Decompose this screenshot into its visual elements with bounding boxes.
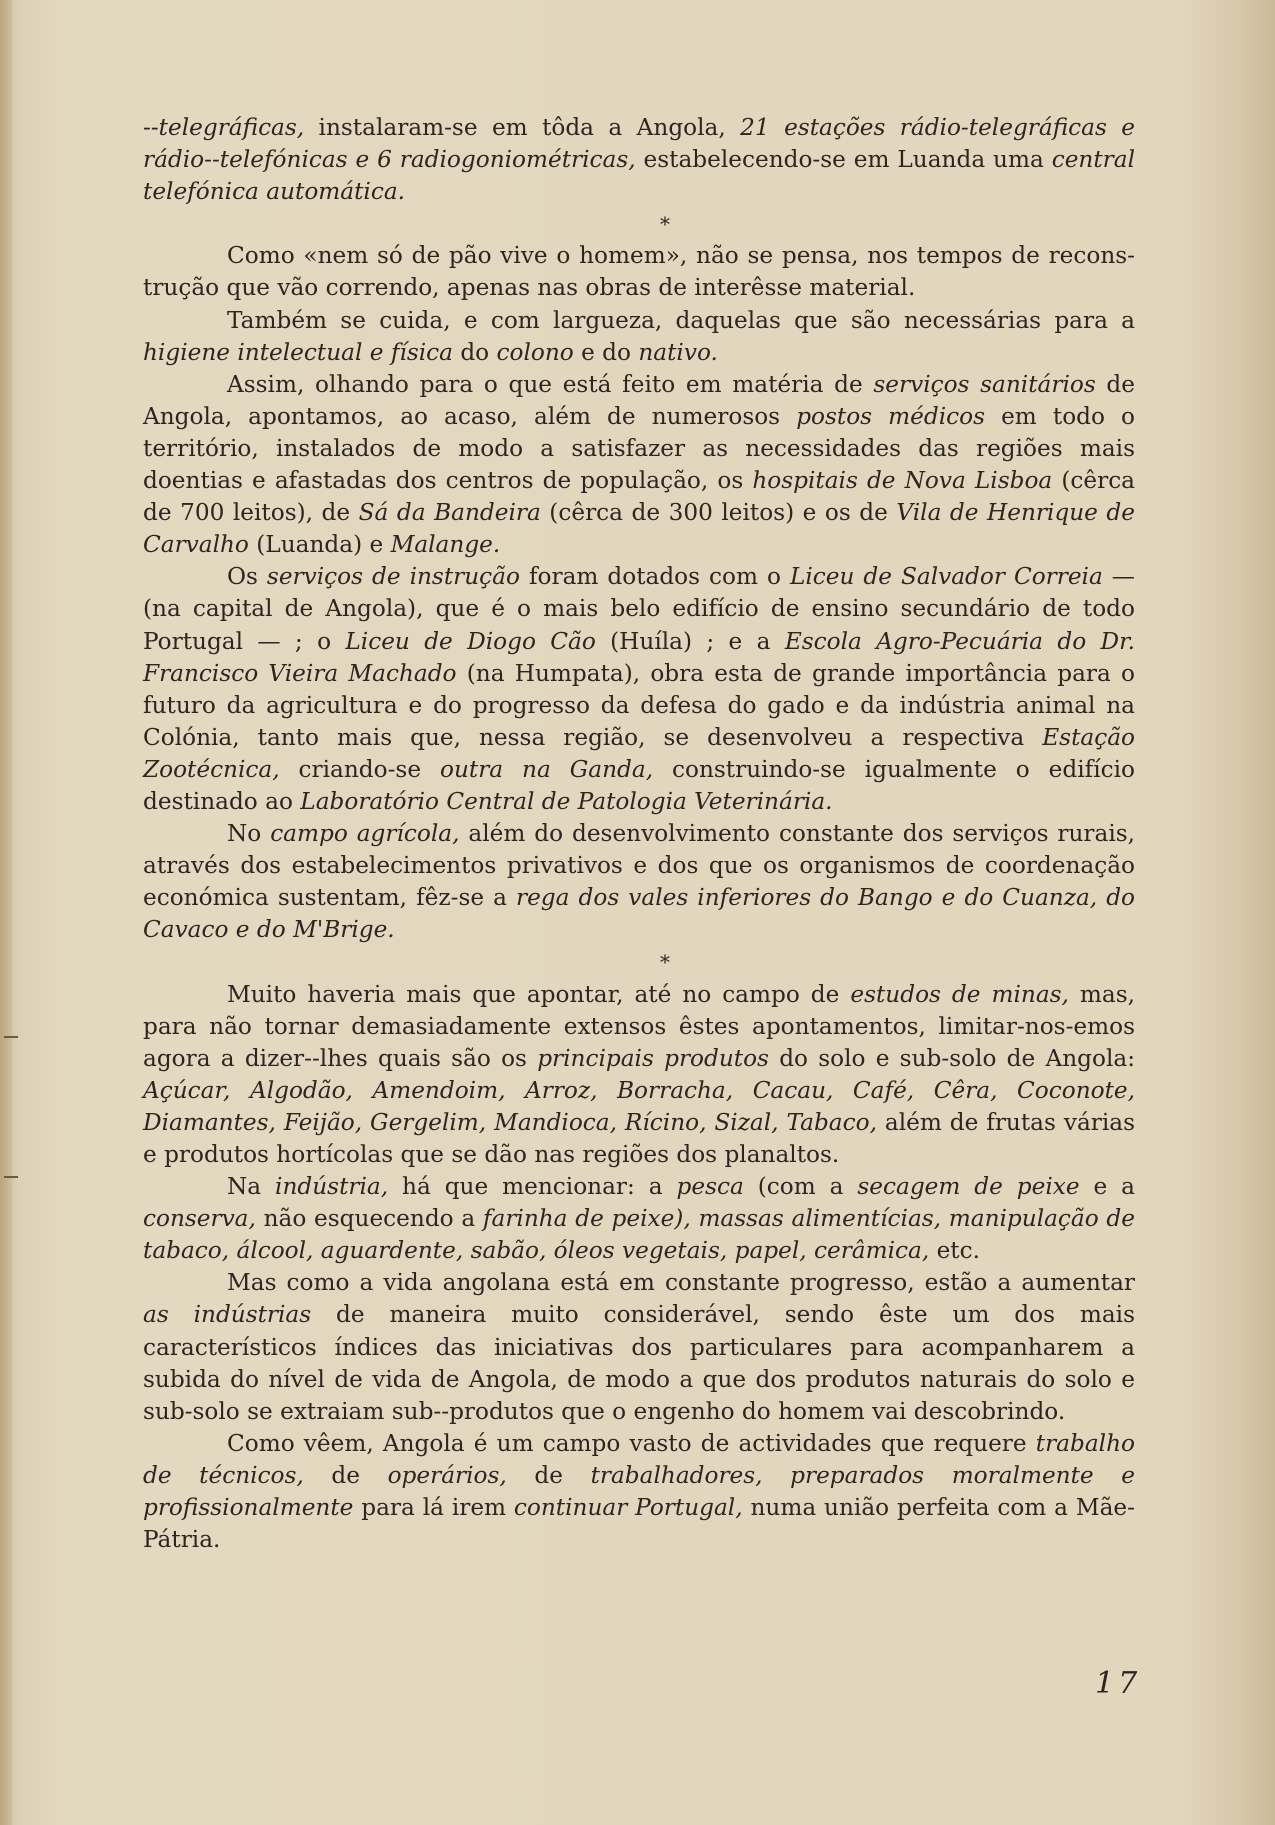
italic-run: Malange. [390,531,501,559]
paragraph-1 [143,112,1135,208]
italic-run: Laboratório Central de Patologia Veterinária. [300,787,833,815]
text-run: de Angola, apontamos, ao acaso, além de numerosos [143,370,1135,430]
text-run: No [227,820,271,848]
paragraph-3 [143,305,1135,369]
page-number: 17 [1095,1666,1142,1701]
italic-run: Liceu de Salvador Correia [789,563,1103,591]
italic-run: telegráficas, [158,114,305,141]
italic-run: serviços sanitários [873,370,1096,398]
text-run: e do [573,338,639,366]
italic-run: trabalhadores, preparados moralmente e profissionalmente [143,1461,1135,1522]
paragraph-2 [143,240,1135,304]
italic-run: campo agrícola, [270,820,460,848]
text-run: foram dotados com o [519,563,790,591]
text-run: há que mencionar: a [388,1173,677,1201]
text-run: do [452,338,497,366]
text-run: etc. [929,1237,980,1265]
italic-run: rega dos vales inferiores do Bango e do Cuanza, do Cavaco e do M'Brige. [143,884,1135,944]
paragraph-8 [143,1171,1135,1267]
text-run: (na Humpata), obra esta de grande importância para o futuro da agricultura e do progresso da defesa do gado e da indústria animal na Colónia, tanto mais que, nessa região, se desenvolveu a respectiva [143,659,1135,751]
text-run: de [303,1461,388,1489]
text-run: de [506,1461,591,1489]
paragraph-7 [143,979,1135,1172]
italic-run: indústria, [275,1173,389,1201]
text-run: Como vêem, Angola é um campo vasto de actividades que requere [227,1429,1036,1457]
italic-run: Vila de Henrique de Carvalho [143,499,1135,559]
text-run: Muito haveria mais que apontar, até no campo de [227,980,851,1008]
paragraph-6 [143,818,1135,946]
text-run: estabelecendo-se em Luanda uma [635,146,1052,174]
text-run: Mas como a vida angolana está em constante progresso, estão a aumentar [227,1269,1135,1297]
section-separator: * [660,212,670,237]
paragraph-10 [143,1428,1135,1556]
section-separator: * [660,950,670,975]
italic-run: continuar Portugal, [513,1494,743,1522]
text-run: além de frutas várias e produtos hortícolas que se dão nas regiões dos planaltos. [143,1108,1135,1168]
text-run: mas, para não tornar demasiadamente extensos êstes apontamentos, limitar-nos-emos agora a dizer--lhes quais são os [143,980,1135,1072]
paragraph-4 [143,369,1135,562]
italic-run: Açúcar, Algodão, Amendoim, Arroz, Borracha, Cacau, Café, Cêra, Coconote, Diamantes, Feijão, Gergelim, Mandioca, Rícino, Sizal, Tabaco, [143,1076,1135,1136]
body-text [143,112,1135,1556]
italic-run: estudos de minas, [850,980,1069,1008]
text-run: — (na capital de Angola), que é o mais belo edifício de ensino secundário de todo Portugal — ; o [143,563,1135,655]
text-run: de maneira muito considerável, sendo êste um dos mais característicos índices das iniciativas dos particulares para acompanharem a subida do nível de vida de Angola, de modo a que dos produtos naturais do solo e sub-solo se extraiam sub--produtos que o engenho do homem vai descobrindo. [143,1301,1136,1425]
spine-mark [4,1036,18,1038]
page-spine-edge [0,0,12,1825]
text-run: instalaram-se em tôda a Angola, [304,114,741,141]
text-run: do solo e sub-solo de Angola: [768,1044,1136,1072]
italic-run: farinha de peixe), massas alimentícias, manipulação de tabaco, álcool, aguardente, sabão, óleos vegetais, papel, cerâmica, [143,1205,1135,1265]
text-run: (Luanda) e [248,531,391,559]
italic-run: 21 estações rádio-telegráficas e rádio--telefónicas e 6 radiogoniométricas, [143,114,1136,174]
text-run: em todo o território, instalados de modo a satisfazer as necessidades das regiões mais doentias e afastadas dos centros de população, os [143,402,1135,495]
italic-run: Liceu de Diogo Cão [345,627,596,655]
text-run: não esquecendo a [255,1205,483,1233]
italic-run: postos médicos [796,402,985,430]
text-run: Assim, olhando para o que está feito em matéria de [227,370,874,398]
text-run: (cêrca de 700 leitos), de [143,467,1136,527]
text-run: -- [143,114,159,141]
text-run: e a [1079,1173,1136,1201]
text-run: Os [227,563,267,591]
italic-run: trabalho de técnicos, [143,1429,1135,1489]
italic-run: serviços de instrução [266,563,520,591]
text-run: criando-se [279,755,440,783]
italic-run: outra na Ganda, [439,755,654,783]
paragraph-9 [143,1267,1135,1427]
italic-run: Estação Zootécnica, [143,723,1135,783]
italic-run: hospitais de Nova Lisboa [752,467,1053,495]
italic-run: principais produtos [537,1044,769,1072]
text-run: Também se cuida, e com largueza, daquelas que são necessárias para a [227,306,1135,334]
text-run: (cêrca de 300 leitos) e os de [540,499,897,527]
italic-run: as indústrias [143,1301,312,1329]
italic-run: central telefónica automática. [143,146,1135,206]
text-run: construindo-se igualmente o edifício destinado ao [143,755,1135,815]
spine-mark [4,1176,18,1178]
italic-run: pesca [676,1173,744,1201]
italic-run: operários, [387,1461,507,1489]
text-run: numa união perfeita com a Mãe-Pátria. [143,1494,1135,1554]
text-run: Como «nem só de pão vive o homem», não se pensa, nos tempos de reconstrução que vão correndo, apenas nas obras de interêsse material. [143,242,1135,302]
text-run: além do desenvolvimento constante dos serviços rurais, através dos estabelecimentos privativos e dos que os organismos de coordenação económica sustentam, fêz-se a [143,820,1136,912]
italic-run: nativo. [638,338,718,366]
italic-run: higiene intelectual e física [143,338,453,366]
text-run: (Huíla) ; e a [595,627,785,655]
italic-run: Sá da Bandeira [358,499,541,527]
text-run: para lá irem [353,1494,514,1522]
italic-run: Escola Agro-Pecuária do Dr. Francisco Vieira Machado [143,627,1135,687]
italic-run: secagem de peixe [857,1173,1080,1201]
italic-run: colono [496,338,574,366]
text-run: Na [227,1173,276,1201]
paragraph-5 [143,561,1135,818]
italic-run: conserva, [143,1205,256,1233]
text-run: (com a [743,1173,858,1201]
